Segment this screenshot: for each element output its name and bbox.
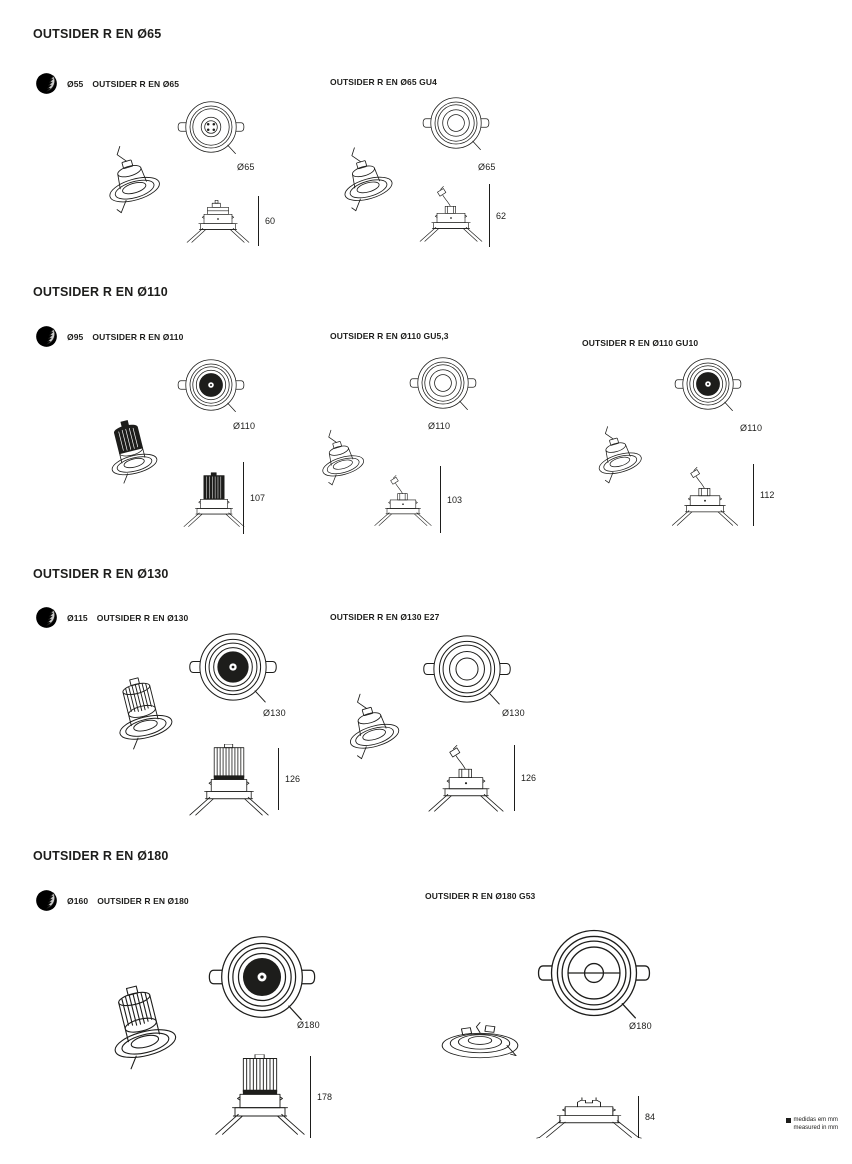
product-label: OUTSIDER R EN Ø110 GU5,3 [330, 331, 449, 341]
section-title: OUTSIDER R EN Ø110 [33, 285, 168, 299]
perspective-drawing [333, 682, 411, 760]
perspective-drawing [92, 134, 172, 214]
height-value: 62 [496, 210, 507, 221]
height-value: 112 [760, 490, 775, 500]
cut-hole-diameter: Ø160 [67, 895, 89, 906]
top-view-drawing [176, 92, 246, 162]
cut-hole-diameter: Ø55 [67, 78, 84, 89]
height-value: 126 [521, 773, 537, 783]
side-view-drawing [668, 462, 742, 532]
height-dimension [243, 462, 266, 534]
diameter-label: Ø110 [428, 421, 451, 431]
diameter-label: Ø180 [297, 1020, 320, 1030]
ceiling-cutout-icon [33, 887, 60, 914]
diameter-label: Ø65 [478, 162, 496, 172]
top-view-drawing [421, 623, 513, 715]
height-value: 103 [447, 494, 463, 505]
perspective-drawing [308, 420, 374, 486]
diameter-label: Ø130 [263, 708, 286, 718]
product-label: OUTSIDER R EN Ø65 GU4 [330, 77, 437, 87]
perspective-drawing [100, 664, 186, 750]
ceiling-cutout-icon [33, 70, 60, 97]
cut-hole-diameter: Ø115 [67, 612, 88, 623]
height-value: 84 [645, 1112, 656, 1122]
height-dimension [278, 748, 301, 810]
height-dimension [310, 1056, 333, 1138]
cut-hole-row [33, 604, 188, 631]
product-label: OUTSIDER R EN Ø130 E27 [330, 612, 440, 622]
units-note-line1: medidas em mm [793, 1117, 838, 1123]
diameter-label: Ø110 [233, 421, 256, 431]
ceiling-cutout-icon [33, 604, 60, 631]
section-title: OUTSIDER R EN Ø180 [33, 849, 169, 863]
section-title: OUTSIDER R EN Ø130 [33, 567, 169, 581]
height-dimension [440, 466, 463, 533]
product-label: OUTSIDER R EN Ø65 [92, 78, 180, 89]
cut-hole-row [33, 323, 183, 350]
cut-hole-row [33, 887, 189, 914]
product-label: OUTSIDER R EN Ø180 [97, 895, 189, 906]
perspective-drawing [95, 410, 169, 484]
diameter-label: Ø65 [237, 162, 255, 172]
units-note [786, 1117, 838, 1132]
perspective-drawing [92, 970, 192, 1070]
top-view-drawing [421, 88, 491, 158]
side-view-drawing [184, 744, 274, 818]
height-dimension [753, 464, 775, 526]
section-title: OUTSIDER R EN Ø65 [33, 27, 162, 41]
side-view-drawing [180, 462, 248, 539]
cut-hole-diameter: Ø95 [67, 331, 84, 342]
diameter-label: Ø110 [740, 423, 763, 433]
height-dimension [514, 745, 537, 811]
side-view-drawing [371, 464, 435, 538]
product-label: OUTSIDER R EN Ø180 G53 [425, 891, 536, 901]
top-view-drawing [187, 621, 279, 713]
side-view-drawing [424, 740, 508, 818]
cut-hole-row [33, 70, 179, 97]
height-value: 107 [250, 493, 266, 503]
perspective-drawing [584, 416, 652, 484]
diameter-label: Ø130 [502, 708, 525, 718]
side-view-drawing [416, 178, 486, 251]
units-note-square [786, 1118, 791, 1123]
height-value: 126 [285, 774, 301, 784]
product-label: OUTSIDER R EN Ø110 [92, 331, 184, 342]
diameter-label: Ø180 [629, 1021, 652, 1031]
perspective-drawing [435, 998, 525, 1070]
side-view-drawing [183, 181, 253, 250]
height-dimension [638, 1096, 656, 1138]
side-view-drawing [536, 1076, 642, 1140]
height-dimension [489, 184, 507, 247]
top-view-drawing [206, 921, 318, 1033]
height-value: 60 [265, 216, 276, 226]
side-view-drawing [210, 1050, 310, 1142]
product-label: OUTSIDER R EN Ø130 [96, 612, 189, 623]
ceiling-cutout-icon [33, 323, 60, 350]
units-note-line2: measured in mm [793, 1124, 839, 1131]
top-view-drawing [176, 350, 246, 420]
height-dimension [258, 196, 276, 246]
top-view-drawing [535, 914, 653, 1032]
height-value: 178 [317, 1092, 333, 1102]
top-view-drawing [673, 349, 743, 419]
product-label: OUTSIDER R EN Ø110 GU10 [582, 338, 699, 348]
perspective-drawing [328, 136, 404, 212]
top-view-drawing [408, 348, 478, 418]
